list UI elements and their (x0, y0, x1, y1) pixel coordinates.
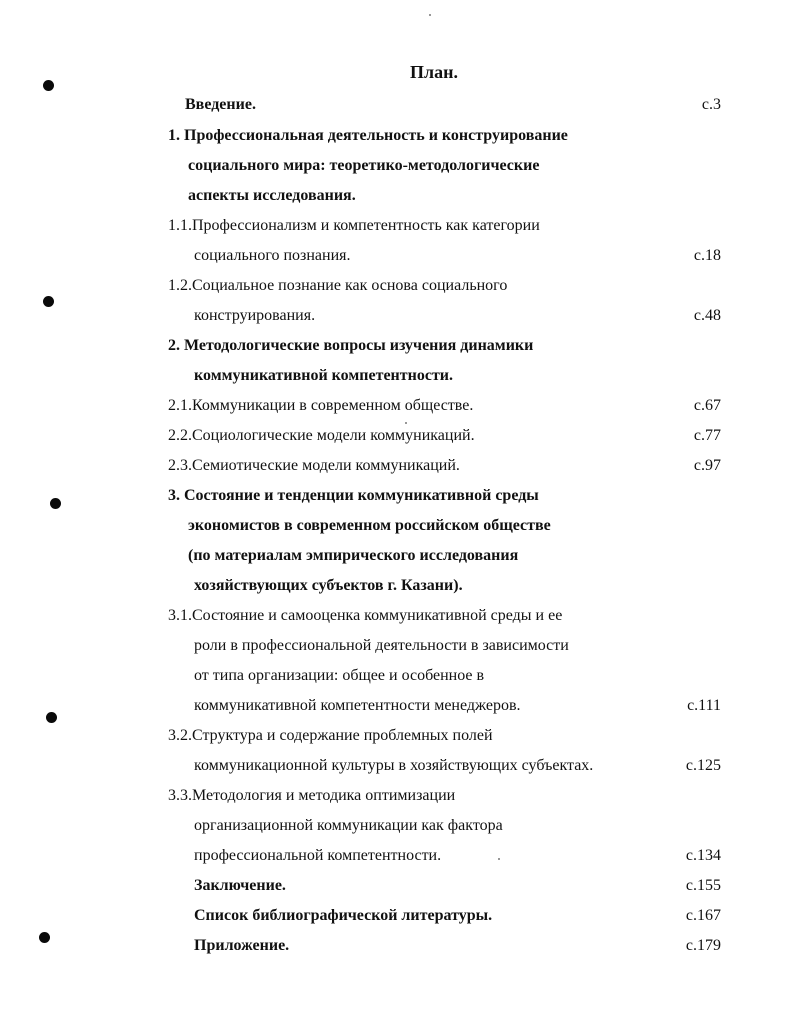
toc-section-3-3-page: с.134 (685, 847, 721, 864)
scan-speck (405, 422, 407, 424)
toc-section-3-1-line-1: 3.1.Состояние и самооценка коммуникативной среды и ее (168, 607, 563, 624)
toc-chapter-3-line-4: хозяйствующих субъектов г. Казани). (194, 577, 463, 594)
toc-intro-page: с.3 (701, 96, 721, 113)
toc-appendix: Приложение. (194, 937, 290, 954)
toc-section-3-1-line-4: коммуникативной компетентности менеджеров. (194, 697, 521, 714)
toc-chapter-1-line-1: 1. Профессиональная деятельность и конструирование (168, 127, 568, 144)
toc-section-3-1-line-2: роли в профессиональной деятельности в зависимости (194, 637, 569, 654)
toc-section-3-2-line-1: 3.2.Структура и содержание проблемных полей (168, 727, 493, 744)
punch-hole-dot (43, 296, 54, 307)
page-title: План. (410, 62, 458, 82)
punch-hole-dot (46, 712, 57, 723)
scan-speck (498, 858, 500, 860)
toc-section-1-2-line-1: 1.2.Социальное познание как основа социального (168, 277, 508, 294)
toc-section-3-1-line-3: от типа организации: общее и особенное в (194, 667, 485, 684)
toc-chapter-2-line-2: коммуникативной компетентности. (194, 367, 454, 384)
toc-section-1-2-line-2: конструирования. (194, 307, 316, 324)
toc-chapter-3-line-3: (по материалам эмпирического исследования (188, 547, 519, 564)
toc-section-1-1-line-1: 1.1.Профессионализм и компетентность как категории (168, 217, 540, 234)
toc-section-2-2: 2.2.Социологические модели коммуникаций. (168, 427, 475, 444)
toc-chapter-3-line-2: экономистов в современном российском обществе (188, 517, 551, 534)
toc-section-2-3-page: с.97 (693, 457, 721, 474)
toc-bibliography: Список библиографической литературы. (194, 907, 493, 924)
toc-section-2-1: 2.1.Коммуникации в современном обществе. (168, 397, 474, 414)
toc-section-3-3-line-2: организационной коммуникации как фактора (194, 817, 503, 834)
toc-section-2-2-page: с.77 (693, 427, 721, 444)
toc-chapter-1-line-2: социального мира: теоретико-методологические (188, 157, 540, 174)
toc-chapter-2-line-1: 2. Методологические вопросы изучения динамики (168, 337, 534, 354)
toc-section-3-3-line-3: профессиональной компетентности. (194, 847, 442, 864)
toc-chapter-3-line-1: 3. Состояние и тенденции коммуникативной среды (168, 487, 539, 504)
punch-hole-dot (39, 932, 50, 943)
toc-intro: Введение. (185, 96, 256, 113)
punch-hole-dot (50, 498, 61, 509)
toc-section-3-2-line-2: коммуникационной культуры в хозяйствующих субъектах. (194, 757, 594, 774)
toc-bibliography-page: с.167 (685, 907, 721, 924)
scan-speck (429, 14, 431, 16)
toc-section-3-1-page: с.111 (687, 697, 721, 714)
toc-section-2-1-page: с.67 (693, 397, 721, 414)
toc-section-1-2-page: с.48 (693, 307, 721, 324)
toc-chapter-1-line-3: аспекты исследования. (188, 187, 356, 204)
toc-appendix-page: с.179 (685, 937, 721, 954)
toc-section-3-2-page: с.125 (685, 757, 721, 774)
toc-conclusion-page: с.155 (685, 877, 721, 894)
toc-section-2-3: 2.3.Семиотические модели коммуникаций. (168, 457, 460, 474)
toc-section-1-1-page: с.18 (693, 247, 721, 264)
toc-conclusion: Заключение. (194, 877, 286, 894)
toc-section-3-3-line-1: 3.3.Методология и методика оптимизации (168, 787, 456, 804)
toc-section-1-1-line-2: социального познания. (194, 247, 351, 264)
